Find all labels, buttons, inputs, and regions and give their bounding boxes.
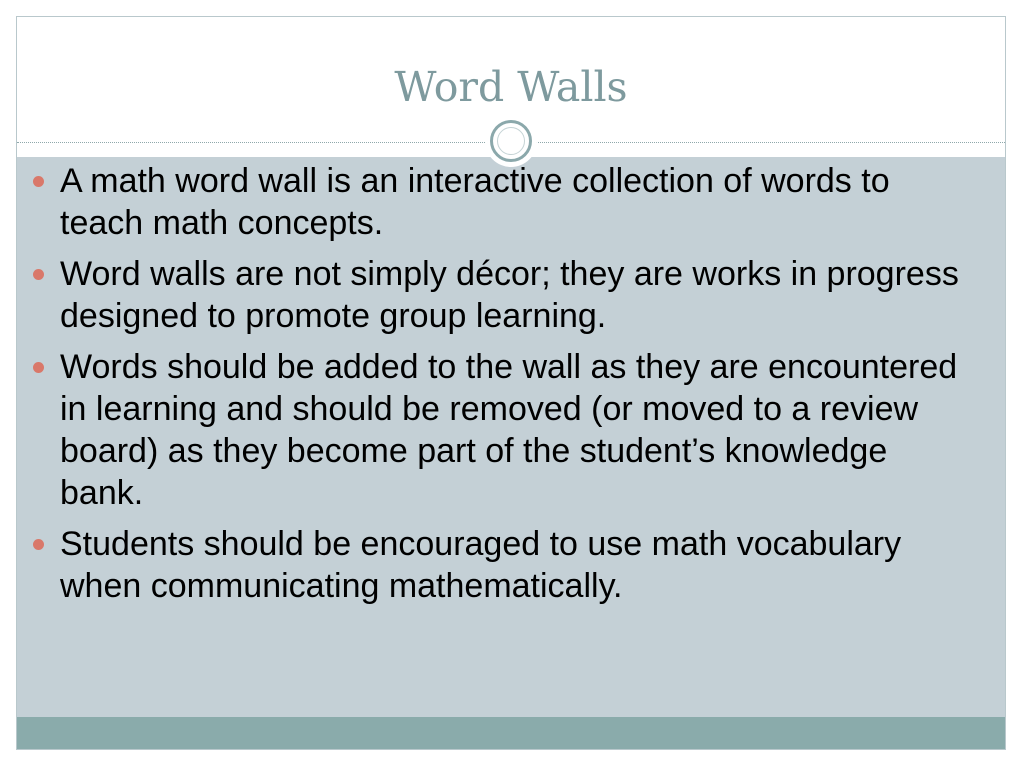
bullet-dot-icon [33, 176, 44, 187]
bullet-item [30, 160, 960, 244]
bullet-text: Students should be encouraged to use math vocabulary when communicating mathematically. [60, 525, 902, 605]
ornament-ring [490, 120, 532, 162]
footer-bar [17, 717, 1005, 750]
slide-title: Word Walls [394, 63, 628, 111]
bullet-list [30, 160, 960, 616]
bullet-item [30, 523, 960, 607]
bullet-text: Words should be added to the wall as they are encountered in learning and should be removed (or moved to a review board) as they become part of the student’s knowledge bank. [60, 348, 958, 512]
bullet-text: A math word wall is an interactive collection of words to teach math concepts. [60, 162, 890, 242]
bullet-item [30, 346, 960, 514]
bullet-dot-icon [33, 269, 44, 280]
ornament-inner-ring [497, 127, 525, 155]
bullet-dot-icon [33, 539, 44, 550]
bullet-item [30, 253, 960, 337]
bullet-text: Word walls are not simply décor; they are works in progress designed to promote group learning. [60, 255, 959, 335]
bullet-dot-icon [33, 362, 44, 373]
